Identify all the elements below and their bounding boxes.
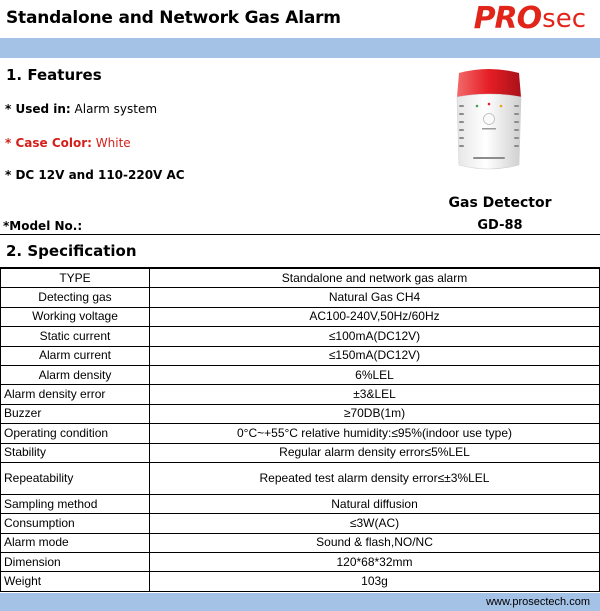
spec-label-cell: Alarm mode (1, 533, 150, 552)
spec-label-cell: Detecting gas (1, 288, 150, 307)
spec-value-cell: 6%LEL (150, 365, 600, 384)
features-heading: 1. Features (6, 66, 102, 84)
table-row (1, 269, 600, 288)
table-row (1, 404, 600, 423)
table-row (1, 494, 600, 513)
used-in-value: Alarm system (74, 102, 158, 116)
feature-case-color (5, 136, 131, 150)
spec-value-cell: Standalone and network gas alarm (150, 269, 600, 288)
case-color-value: White (95, 136, 131, 150)
spec-label-cell: Alarm current (1, 346, 150, 365)
spec-value-cell: AC100-240V,50Hz/60Hz (150, 307, 600, 326)
model-number-label: *Model No.: (3, 219, 83, 233)
logo-sec-text: sec (542, 4, 586, 34)
spec-value-cell: Natural Gas CH4 (150, 288, 600, 307)
spec-label-cell: TYPE (1, 269, 150, 288)
logo-pro-text: PRO (473, 1, 542, 36)
table-row (1, 365, 600, 384)
gas-detector-image (453, 65, 525, 175)
footer-website: www.prosectech.com (486, 596, 590, 608)
spec-value-cell: 0°C~+55°C relative humidity:≤95%(indoor use type) (150, 424, 600, 443)
document-header (0, 0, 600, 38)
table-row (1, 307, 600, 326)
prosec-logo (474, 2, 586, 36)
spec-value-cell: ≤150mA(DC12V) (150, 346, 600, 365)
spec-value-cell: 103g (150, 572, 600, 591)
table-row (1, 385, 600, 404)
spec-label-cell: Static current (1, 327, 150, 346)
table-row (1, 424, 600, 443)
product-model: GD-88 (477, 218, 523, 233)
spec-label-cell: Working voltage (1, 307, 150, 326)
spec-value-cell: 120*68*32mm (150, 553, 600, 572)
feature-power (5, 168, 185, 182)
table-row (1, 514, 600, 533)
table-row (1, 288, 600, 307)
power-label: * DC 12V and 110-220V AC (5, 168, 185, 182)
table-row (1, 533, 600, 552)
table-row (1, 443, 600, 462)
specification-heading: 2. Specification (0, 234, 600, 268)
spec-label-cell: Alarm density (1, 365, 150, 384)
table-row (1, 572, 600, 591)
table-row (1, 553, 600, 572)
footer-bar (0, 593, 600, 611)
spec-value-cell: ±3&LEL (150, 385, 600, 404)
spec-value-cell: Regular alarm density error≤5%LEL (150, 443, 600, 462)
table-row (1, 327, 600, 346)
spec-label-cell: Weight (1, 572, 150, 591)
spec-label-cell: Operating condition (1, 424, 150, 443)
used-in-label: * Used in: (5, 102, 71, 116)
table-row (1, 462, 600, 494)
specification-table (0, 268, 600, 592)
header-divider-bar (0, 38, 600, 58)
spec-value-cell: Natural diffusion (150, 494, 600, 513)
spec-label-cell: Repeatability (1, 462, 150, 494)
spec-value-cell: Repeated test alarm density error≤±3%LEL (150, 462, 600, 494)
spec-label-cell: Stability (1, 443, 150, 462)
spec-label-cell: Sampling method (1, 494, 150, 513)
spec-label-cell: Alarm density error (1, 385, 150, 404)
product-name: Gas Detector (448, 195, 552, 211)
case-color-label: * Case Color: (5, 136, 92, 150)
feature-used-in (5, 102, 157, 116)
spec-label-cell: Consumption (1, 514, 150, 533)
spec-value-cell: Sound & flash,NO/NC (150, 533, 600, 552)
spec-value-cell: ≤3W(AC) (150, 514, 600, 533)
spec-value-cell: ≤100mA(DC12V) (150, 327, 600, 346)
spec-label-cell: Dimension (1, 553, 150, 572)
spec-label-cell: Buzzer (1, 404, 150, 423)
spec-value-cell: ≥70DB(1m) (150, 404, 600, 423)
document-title: Standalone and Network Gas Alarm (6, 8, 341, 28)
table-row (1, 346, 600, 365)
